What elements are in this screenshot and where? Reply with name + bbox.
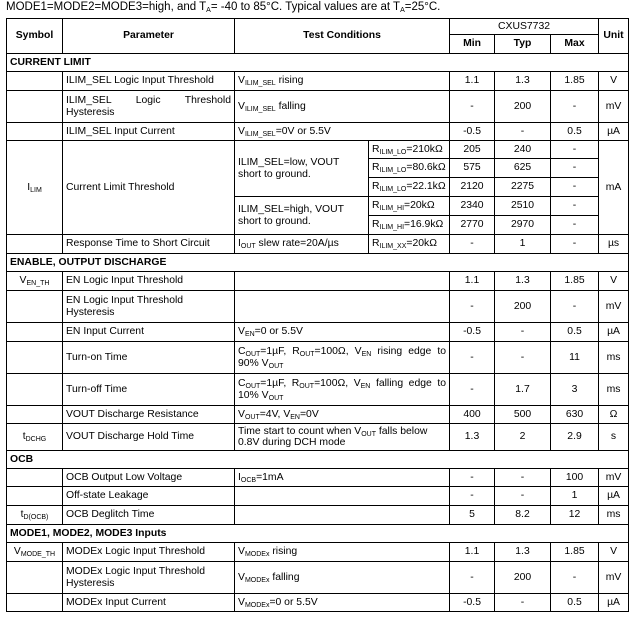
section-enable: ENABLE, OUTPUT DISCHARGE [7,254,629,272]
table-row: VOUT Discharge Resistance $V_{OUT}=4V$, $V_{EN}=0V$ 400 500 630 Ω [7,406,629,424]
table-row: EN Logic Input Threshold Hysteresis - 200 - mV [7,291,629,323]
symbol-vmode-th: $V_{MODE\_TH}$ [7,543,63,562]
table-row: MODEx Logic Input Threshold Hysteresis $V_{MODEx}$ falling - 200 - mV [7,562,629,594]
header-max: Max [551,35,599,54]
section-ocb: OCB [7,451,629,469]
table-caption: MODE1=MODE2=MODE3=high, and $T_A= -40$ to 85°C. Typical values are at $T_A=25^\circ C$. [6,1,441,14]
table-row: OCB Output Low Voltage $I_{OCB}=1mA$ - - 100 mV [7,469,629,487]
table-row: $t_{DCHG}$ VOUT Discharge Hold Time Time start to count when $V_{OUT}$ falls below 0.8V during DCH mode 1.3 2 2.9 s [7,424,629,451]
table-row: ILIM_SEL Input Current $V_{ILIM\_SEL}=0V$ or 5.5V -0.5 - 0.5 µA [7,123,629,141]
table-row: Turn-on Time $C_{OUT}=1\mu F$, $R_{OUT}=100\Omega$, $V_{EN}$ rising edge to 90% $V_{OUT}$ - - 11 ms [7,342,629,374]
table-row: EN Input Current $V_{EN}=0$ or 5.5V -0.5 - 0.5 µA [7,323,629,342]
table-row: $R_{ILIM\_LO}=22.1k\Omega$ 2120 2275 - [7,178,629,197]
symbol-tdchg: $t_{DCHG}$ [7,424,63,451]
table-row: $V_{MODE\_TH}$ MODEx Logic Input Threshold $V_{MODEx}$ rising 1.1 1.3 1.85 V [7,543,629,562]
table-row: Turn-off Time $C_{OUT}=1\mu F$, $R_{OUT}=100\Omega$, $V_{EN}$ falling edge to 10% $V_{OUT}$ - 1.7 3 ms [7,374,629,406]
header-typ: Typ [495,35,551,54]
header-min: Min [450,35,495,54]
table-row: $t_{D(OCB)}$ OCB Deglitch Time 5 8.2 12 ms [7,506,629,525]
section-mode-inputs: MODE1, MODE2, MODE3 Inputs [7,525,629,543]
symbol-ilim: $I_{LIM}$ [7,141,63,235]
symbol-ven-th: $V_{EN\_TH}$ [7,272,63,291]
header-row-1 [7,19,629,35]
header-parameter: Parameter [63,19,235,54]
header-device: CXUS7732 [450,19,599,35]
table-row: Off-state Leakage - - 1 µA [7,487,629,506]
header-unit: Unit [599,19,629,54]
header-symbol: Symbol [7,19,63,54]
table-row: $R_{ILIM\_HI}=16.9k\Omega$ 2770 2970 - [7,216,629,235]
section-current-limit: CURRENT LIMIT [7,54,629,72]
symbol-tdocb: $t_{D(OCB)}$ [7,506,63,525]
table-row: ILIM_SEL Logic Threshold Hysteresis $V_{ILIM\_SEL}$ falling - 200 - mV [7,91,629,123]
header-test-conditions: Test Conditions [235,19,450,54]
table-row: $V_{EN\_TH}$ EN Logic Input Threshold 1.1 1.3 1.85 V [7,272,629,291]
table-row: ILIM_SEL Logic Input Threshold $V_{ILIM\_SEL}$ rising 1.1 1.3 1.85 V [7,72,629,91]
table-row: Response Time to Short Circuit $I_{OUT}$ slew rate=20A/µs $R_{ILIM\_XX}=20k\Omega$ - 1 - µs [7,235,629,254]
table-row: $I_{LIM}$ Current Limit Threshold ILIM_SEL=low, VOUT short to ground. $R_{ILIM\_LO}=210k\Omega$ 205 240 - mA [7,141,629,159]
table-row: $R_{ILIM\_LO}=80.6k\Omega$ 575 625 - [7,159,629,178]
table-row: MODEx Input Current $V_{MODEx}=0$ or 5.5V -0.5 - 0.5 µA [7,594,629,612]
electrical-characteristics-table [6,18,629,612]
table-row: ILIM_SEL=high, VOUT short to ground. $R_{ILIM\_HI}=20k\Omega$ 2340 2510 - [7,197,629,216]
